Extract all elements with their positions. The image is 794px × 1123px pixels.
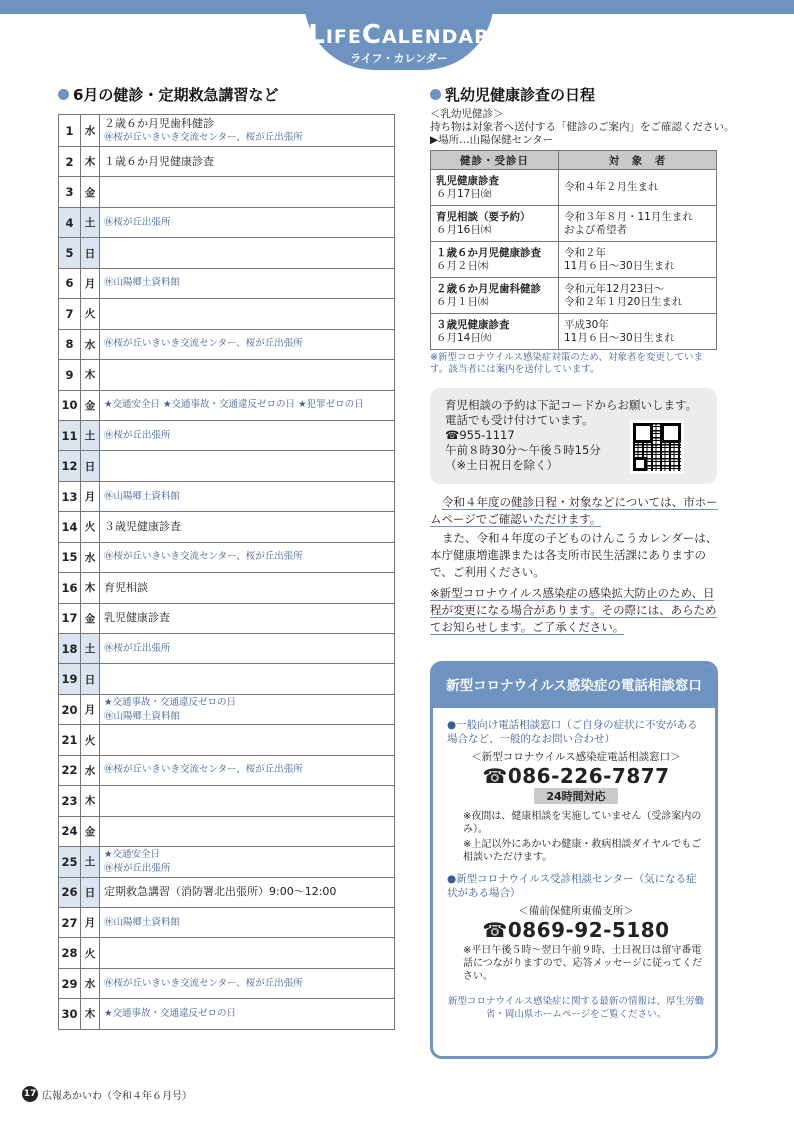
col-header-target: 対 象 者 — [559, 151, 717, 170]
calendar-events — [100, 147, 395, 177]
life-calendar-title — [304, 0, 494, 70]
bullet-dot — [430, 89, 441, 100]
calendar-weekday: 木 — [81, 147, 100, 177]
calendar-events — [100, 115, 395, 147]
para3-text: ※新型コロナウイルス感染症の感染拡大防止のため、日程が変更になる場合があります。その際には、あらためてお知らせします。ご了承ください。 — [430, 586, 717, 634]
checkup-cell — [431, 242, 559, 278]
right-section-title — [430, 84, 595, 105]
target-line: 令和３年８月・11月生まれ — [564, 210, 693, 223]
target-cell — [559, 170, 717, 206]
calendar-weekday: 日 — [81, 451, 100, 481]
target-line: 平成30年 — [564, 318, 609, 331]
calendar-row — [59, 268, 395, 298]
calendar-day: 22 — [59, 755, 81, 785]
calendar-day: 21 — [59, 725, 81, 755]
calendar-row — [59, 664, 395, 694]
calendar-events — [100, 451, 395, 481]
testing-consult-name: ＜備前保健所東備支所＞ — [518, 905, 634, 917]
col-header-checkup: 健診・受診日 — [431, 151, 559, 170]
calendar-events — [100, 360, 395, 390]
calendar-weekday: 金 — [81, 816, 100, 846]
calendar-day: 7 — [59, 299, 81, 329]
calendar-event: ㊡桜が丘出張所 — [104, 862, 171, 874]
calendar-row — [59, 147, 395, 177]
general-consult-name: ＜新型コロナウイルス感染症電話相談窓口＞ — [471, 751, 681, 763]
calendar-day: 3 — [59, 177, 81, 207]
calendar-day: 1 — [59, 115, 81, 147]
calendar-weekday: 月 — [81, 268, 100, 298]
calendar-event: ★交通事故・交通違反ゼロの日 — [104, 1007, 237, 1019]
title-subtitle: ライフ・カレンダー — [350, 52, 448, 65]
calendar-weekday: 土 — [81, 634, 100, 664]
intro-heading: ＜乳幼児健診＞ — [430, 108, 504, 120]
calendar-row — [59, 360, 395, 390]
calendar-weekday: 水 — [81, 755, 100, 785]
calendar-row — [59, 207, 395, 237]
page-footer — [22, 1086, 192, 1102]
calendar-events — [100, 512, 395, 542]
calendar-day: 16 — [59, 573, 81, 603]
calendar-event: ㊡桜が丘いきいき交流センター、桜が丘出張所 — [104, 977, 303, 989]
calendar-row — [59, 968, 395, 998]
calendar-events — [100, 816, 395, 846]
calendar-events — [100, 329, 395, 359]
left-section-title — [58, 84, 278, 105]
checkup-cell — [431, 278, 559, 314]
calendar-row — [59, 907, 395, 937]
calendar-events — [100, 177, 395, 207]
after-hours-note: ※平日午後５時～翌日午前９時、土日祝日は留守番電話につながりますので、応答メッセージに従ってください。 — [463, 945, 702, 982]
calendar-weekday: 月 — [81, 694, 100, 724]
calendar-event: ㊡桜が丘出張所 — [104, 429, 171, 441]
other-dial-note: ※上記以外にあかいわ健康・救病相談ダイヤルでもご相談いただけます。 — [463, 839, 702, 863]
calendar-events — [100, 481, 395, 511]
covid-consultation-box — [430, 661, 718, 1059]
calendar-day: 18 — [59, 634, 81, 664]
reservation-line: 育児相談の予約は下記コードからお願いします。 — [445, 398, 698, 412]
checkup-date: ６月17日㈮ — [436, 187, 492, 200]
calendar-events — [100, 694, 395, 724]
qr-code-icon[interactable] — [630, 420, 684, 474]
calendar-row — [59, 420, 395, 450]
title-letter: C — [361, 20, 382, 50]
calendar-event: ★交通安全日 ★交通事故・交通違反ゼロの日 ★犯罪ゼロの日 — [104, 399, 364, 411]
calendar-day: 26 — [59, 877, 81, 907]
calendar-day: 4 — [59, 207, 81, 237]
intro-location: ▶場所…山陽保健センター — [430, 134, 554, 146]
title-part: IFE — [325, 26, 362, 48]
covid-note: ※新型コロナウイルス感染症対策のため、対象者を変更しています。該当者には案内を送付しています。 — [430, 352, 704, 375]
title-part: ALENDAR — [381, 26, 490, 48]
reservation-hours: 午前８時30分～午後５時15分 — [445, 443, 601, 457]
calendar-day: 8 — [59, 329, 81, 359]
calendar-weekday: 木 — [81, 573, 100, 603]
calendar-row — [59, 938, 395, 968]
checkup-cell — [431, 206, 559, 242]
calendar-events — [100, 786, 395, 816]
calendar-day: 30 — [59, 999, 81, 1029]
calendar-row — [59, 847, 395, 877]
schedule-row — [431, 278, 717, 314]
calendar-events — [100, 664, 395, 694]
calendar-weekday: 土 — [81, 420, 100, 450]
calendar-day: 25 — [59, 847, 81, 877]
general-consult-heading: ●一般向け電話相談窓口（ご自身の症状に不安がある場合など、一般的なお問い合わせ） — [447, 719, 698, 745]
calendar-row — [59, 390, 395, 420]
calendar-event: ㊡桜が丘いきいき交流センター、桜が丘出張所 — [104, 764, 303, 776]
checkup-schedule-table — [430, 150, 717, 350]
calendar-events — [100, 573, 395, 603]
calendar-weekday: 日 — [81, 238, 100, 268]
checkup-name: １歳６か月児健康診査 — [436, 246, 541, 259]
calendar-row — [59, 481, 395, 511]
calendar-event: ㊡山陽郷土資料館 — [104, 710, 181, 722]
calendar-event: 育児相談 — [104, 580, 148, 594]
checkup-date: ６月16日㈭ — [436, 223, 492, 236]
calendar-row — [59, 877, 395, 907]
general-consult-phone[interactable]: ☎086-226-7877 — [482, 764, 670, 788]
calendar-events — [100, 847, 395, 877]
calendar-events — [100, 390, 395, 420]
testing-consult-heading: ●新型コロナウイルス受診相談センター（気になる症状がある場合） — [447, 873, 697, 899]
publication-name: 広報あかいわ（令和４年６月号） — [42, 1090, 192, 1102]
calendar-weekday: 水 — [81, 542, 100, 572]
checkup-name: ３歳児健康診査 — [436, 318, 510, 331]
intro-text: 持ち物は対象者へ送付する「健診のご案内」をご確認ください。 — [430, 121, 735, 133]
calendar-event: ㊡山陽郷土資料館 — [104, 490, 181, 502]
checkup-date: ６月１日㈬ — [436, 295, 489, 308]
schedule-row — [431, 242, 717, 278]
target-cell — [559, 242, 717, 278]
calendar-weekday: 金 — [81, 177, 100, 207]
health-calendar-table — [58, 114, 395, 1030]
target-line: 11月６日～30日生まれ — [564, 331, 675, 344]
calendar-row — [59, 694, 395, 724]
info-paragraph-2: また、令和４年度の子どものけんこうカレンダーは、本庁健康増進課または各支所市民生活課にありますので、ご利用ください。 — [430, 531, 718, 579]
calendar-weekday: 火 — [81, 725, 100, 755]
calendar-events — [100, 999, 395, 1029]
calendar-row — [59, 999, 395, 1029]
calendar-day: 29 — [59, 968, 81, 998]
calendar-event: ★交通事故・交通違反ゼロの日 — [104, 696, 237, 708]
calendar-row — [59, 603, 395, 633]
calendar-row — [59, 115, 395, 147]
calendar-event: ㊡桜が丘出張所 — [104, 642, 171, 654]
target-line: 令和元年12月23日～ — [564, 282, 665, 295]
calendar-event: ㊡桜が丘いきいき交流センター、桜が丘出張所 — [104, 338, 303, 350]
checkup-name: 育児相談（要予約） — [436, 210, 531, 223]
calendar-row — [59, 329, 395, 359]
checkup-cell — [431, 170, 559, 206]
calendar-weekday: 月 — [81, 907, 100, 937]
calendar-day: 11 — [59, 420, 81, 450]
calendar-day: 5 — [59, 238, 81, 268]
calendar-event: ２歳６か月児歯科健診 — [104, 116, 214, 130]
calendar-event: ㊡桜が丘いきいき交流センター、桜が丘出張所 — [104, 551, 303, 563]
calendar-weekday: 木 — [81, 360, 100, 390]
calendar-events — [100, 299, 395, 329]
calendar-day: 6 — [59, 268, 81, 298]
calendar-day: 19 — [59, 664, 81, 694]
reservation-phone: ☎955-1117 — [445, 428, 515, 442]
calendar-events — [100, 634, 395, 664]
calendar-weekday: 水 — [81, 968, 100, 998]
calendar-weekday: 水 — [81, 329, 100, 359]
calendar-event: ㊡桜が丘いきいき交流センター、桜が丘出張所 — [104, 131, 303, 143]
calendar-row — [59, 816, 395, 846]
calendar-event: ㊡桜が丘出張所 — [104, 216, 171, 228]
calendar-row — [59, 238, 395, 268]
target-line: 令和２年１月20日生まれ — [564, 295, 683, 308]
checkup-name: ２歳６か月児歯科健診 — [436, 282, 541, 295]
info-paragraph-1 — [430, 494, 720, 528]
bullet-dot — [58, 89, 69, 100]
calendar-event: ★交通安全日 — [104, 848, 161, 860]
schedule-row — [431, 170, 717, 206]
para1-text: 令和４年度の健診日程・対象などについては、市ホームページでご確認いただけます。 — [430, 495, 718, 526]
calendar-row — [59, 725, 395, 755]
calendar-day: 12 — [59, 451, 81, 481]
checkup-cell — [431, 314, 559, 350]
consultation-reservation-box — [430, 388, 717, 484]
calendar-row — [59, 755, 395, 785]
calendar-weekday: 土 — [81, 207, 100, 237]
target-cell — [559, 278, 717, 314]
calendar-events — [100, 725, 395, 755]
calendar-row — [59, 177, 395, 207]
calendar-events — [100, 755, 395, 785]
calendar-events — [100, 603, 395, 633]
covid-info-footer: 新型コロナウイルス感染症に関する最新の情報は、厚生労働省・岡山県ホームページをご覧ください。 — [448, 996, 704, 1020]
calendar-event: 乳児健康診査 — [104, 611, 170, 625]
calendar-day: 17 — [59, 603, 81, 633]
calendar-weekday: 火 — [81, 299, 100, 329]
calendar-weekday: 月 — [81, 481, 100, 511]
24h-badge: 24時間対応 — [534, 788, 618, 804]
checkup-intro — [430, 108, 735, 147]
calendar-event: ３歳児健康診査 — [104, 519, 181, 533]
target-line: 11月６日～30日生まれ — [564, 259, 675, 272]
calendar-row — [59, 573, 395, 603]
calendar-events — [100, 207, 395, 237]
calendar-day: 2 — [59, 147, 81, 177]
checkup-date: ６月２日㈭ — [436, 259, 489, 272]
testing-consult-phone[interactable]: ☎0869-92-5180 — [482, 918, 670, 942]
calendar-event: １歳６か月児健康診査 — [104, 154, 214, 168]
target-line: 令和２年 — [564, 246, 606, 259]
page-number: 17 — [22, 1086, 38, 1102]
calendar-weekday: 日 — [81, 877, 100, 907]
calendar-events — [100, 877, 395, 907]
reservation-line: 電話でも受け付けています。 — [445, 413, 594, 427]
calendar-day: 28 — [59, 938, 81, 968]
calendar-day: 20 — [59, 694, 81, 724]
info-paragraph-3 — [430, 585, 720, 636]
calendar-event: 定期救急講習（消防署北出張所）9:00～12:00 — [104, 885, 337, 899]
calendar-weekday: 金 — [81, 390, 100, 420]
calendar-events — [100, 268, 395, 298]
calendar-day: 9 — [59, 360, 81, 390]
calendar-row — [59, 542, 395, 572]
checkup-date: ６月14日㈫ — [436, 331, 492, 344]
right-section-title-text: 乳幼児健康診査の日程 — [445, 86, 596, 104]
calendar-events — [100, 420, 395, 450]
calendar-weekday: 火 — [81, 512, 100, 542]
target-cell — [559, 206, 717, 242]
title-letter: L — [308, 20, 326, 50]
covid-box-header: 新型コロナウイルス感染症の電話相談窓口 — [433, 664, 715, 708]
calendar-weekday: 火 — [81, 938, 100, 968]
calendar-day: 24 — [59, 816, 81, 846]
calendar-day: 15 — [59, 542, 81, 572]
night-note: ※夜間は、健康相談を実施していません（受診案内のみ）。 — [463, 811, 702, 835]
checkup-name: 乳児健康診査 — [436, 174, 499, 187]
schedule-row — [431, 314, 717, 350]
calendar-row — [59, 512, 395, 542]
calendar-weekday: 水 — [81, 115, 100, 147]
calendar-events — [100, 968, 395, 998]
calendar-event: ㊡山陽郷土資料館 — [104, 916, 181, 928]
calendar-weekday: 木 — [81, 999, 100, 1029]
target-line: 令和４年２月生まれ — [564, 181, 659, 193]
calendar-weekday: 日 — [81, 664, 100, 694]
calendar-weekday: 金 — [81, 603, 100, 633]
calendar-event: ㊡山陽郷土資料館 — [104, 277, 181, 289]
reservation-note: （※土日祝日を除く） — [445, 458, 559, 472]
calendar-day: 13 — [59, 481, 81, 511]
calendar-events — [100, 238, 395, 268]
left-section-title-text: 6月の健診・定期救急講習など — [73, 86, 279, 104]
calendar-row — [59, 634, 395, 664]
calendar-row — [59, 299, 395, 329]
calendar-day: 27 — [59, 907, 81, 937]
calendar-day: 10 — [59, 390, 81, 420]
calendar-events — [100, 907, 395, 937]
calendar-day: 23 — [59, 786, 81, 816]
calendar-events — [100, 938, 395, 968]
calendar-events — [100, 542, 395, 572]
calendar-day: 14 — [59, 512, 81, 542]
schedule-row — [431, 206, 717, 242]
calendar-weekday: 土 — [81, 847, 100, 877]
calendar-row — [59, 451, 395, 481]
target-cell — [559, 314, 717, 350]
calendar-row — [59, 786, 395, 816]
target-line: および希望者 — [564, 223, 627, 236]
calendar-weekday: 木 — [81, 786, 100, 816]
